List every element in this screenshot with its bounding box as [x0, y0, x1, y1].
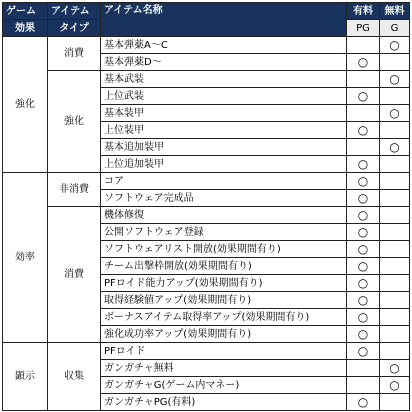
- pg-mark: ○: [347, 88, 380, 105]
- pg-mark: ○: [347, 343, 380, 360]
- header-paid: 有料: [347, 3, 380, 20]
- item-name: 上位武装: [101, 88, 347, 105]
- g-mark: [380, 309, 410, 326]
- pg-mark: ○: [347, 156, 380, 173]
- pg-mark: ○: [347, 292, 380, 309]
- pg-mark: [347, 139, 380, 156]
- type-cell: 強化: [48, 71, 101, 173]
- g-mark: ○: [380, 71, 410, 88]
- pg-mark: ○: [347, 275, 380, 292]
- pg-mark: ○: [347, 309, 380, 326]
- g-mark: ○: [380, 360, 410, 377]
- g-mark: [380, 122, 410, 139]
- g-mark: ○: [380, 139, 410, 156]
- pg-mark: ○: [347, 54, 380, 71]
- item-name: 強化成功率アップ(効果期間有り): [101, 326, 347, 343]
- item-name: ガンガチャPG(有料): [101, 394, 347, 411]
- item-name: 基本武装: [101, 71, 347, 88]
- item-name: 取得経験値アップ(効果期間有り): [101, 292, 347, 309]
- type-cell: 消費: [48, 207, 101, 343]
- g-mark: [380, 173, 410, 190]
- pg-mark: [347, 105, 380, 122]
- g-mark: ○: [380, 105, 410, 122]
- item-name: 基本追加装甲: [101, 139, 347, 156]
- item-name: チーム出撃枠開放(効果期間有り): [101, 258, 347, 275]
- pg-mark: ○: [347, 190, 380, 207]
- g-mark: [380, 190, 410, 207]
- pg-mark: [347, 71, 380, 88]
- type-cell: 非消費: [48, 173, 101, 207]
- g-mark: ○: [380, 37, 410, 54]
- item-name: 基本弾薬D〜: [101, 54, 347, 71]
- g-mark: [380, 207, 410, 224]
- item-name: 公開ソフトウェア登録: [101, 224, 347, 241]
- g-mark: [380, 241, 410, 258]
- header-effect: 効果: [3, 20, 48, 37]
- pg-mark: [347, 360, 380, 377]
- pg-mark: ○: [347, 258, 380, 275]
- g-mark: [380, 326, 410, 343]
- item-name: コア: [101, 173, 347, 190]
- pg-mark: [347, 377, 380, 394]
- item-name: PFロイド能力アップ(効果期間有り): [101, 275, 347, 292]
- pg-mark: ○: [347, 326, 380, 343]
- item-name: ソフトウェアリスト開放(効果期間有り): [101, 241, 347, 258]
- item-name: 上位追加装甲: [101, 156, 347, 173]
- type-cell: 収集: [48, 343, 101, 411]
- header-pg: PG: [347, 20, 380, 37]
- item-table: [2, 2, 410, 411]
- g-mark: [380, 394, 410, 411]
- pg-mark: ○: [347, 207, 380, 224]
- header-g: G: [380, 20, 410, 37]
- g-mark: [380, 88, 410, 105]
- g-mark: [380, 292, 410, 309]
- pg-mark: ○: [347, 122, 380, 139]
- effect-cell: 強化: [3, 37, 48, 173]
- type-cell: 消費: [48, 37, 101, 71]
- g-mark: [380, 224, 410, 241]
- header-item: アイテム: [48, 3, 101, 20]
- item-name: ガンガチャG(ゲーム内マネー): [101, 377, 347, 394]
- item-name: ソフトウェア完成品: [101, 190, 347, 207]
- pg-mark: [347, 37, 380, 54]
- g-mark: [380, 258, 410, 275]
- pg-mark: ○: [347, 224, 380, 241]
- header-game: ゲーム: [3, 3, 48, 20]
- item-name: ガンガチャ無料: [101, 360, 347, 377]
- header-type: タイプ: [48, 20, 101, 37]
- header-free: 無料: [380, 3, 410, 20]
- item-name: 上位装甲: [101, 122, 347, 139]
- item-name: ボーナスアイテム取得率アップ(効果期間有り): [101, 309, 347, 326]
- g-mark: [380, 156, 410, 173]
- pg-mark: ○: [347, 173, 380, 190]
- item-name: 基本弾薬A〜C: [101, 37, 347, 54]
- header-item-name: アイテム名称: [101, 3, 347, 37]
- g-mark: ○: [380, 377, 410, 394]
- g-mark: [380, 343, 410, 360]
- g-mark: [380, 54, 410, 71]
- item-name: 基本装甲: [101, 105, 347, 122]
- item-name: PFロイド: [101, 343, 347, 360]
- item-name: 機体修復: [101, 207, 347, 224]
- pg-mark: ○: [347, 394, 380, 411]
- effect-cell: 効率: [3, 173, 48, 343]
- g-mark: [380, 275, 410, 292]
- pg-mark: ○: [347, 241, 380, 258]
- effect-cell: 顕示: [3, 343, 48, 411]
